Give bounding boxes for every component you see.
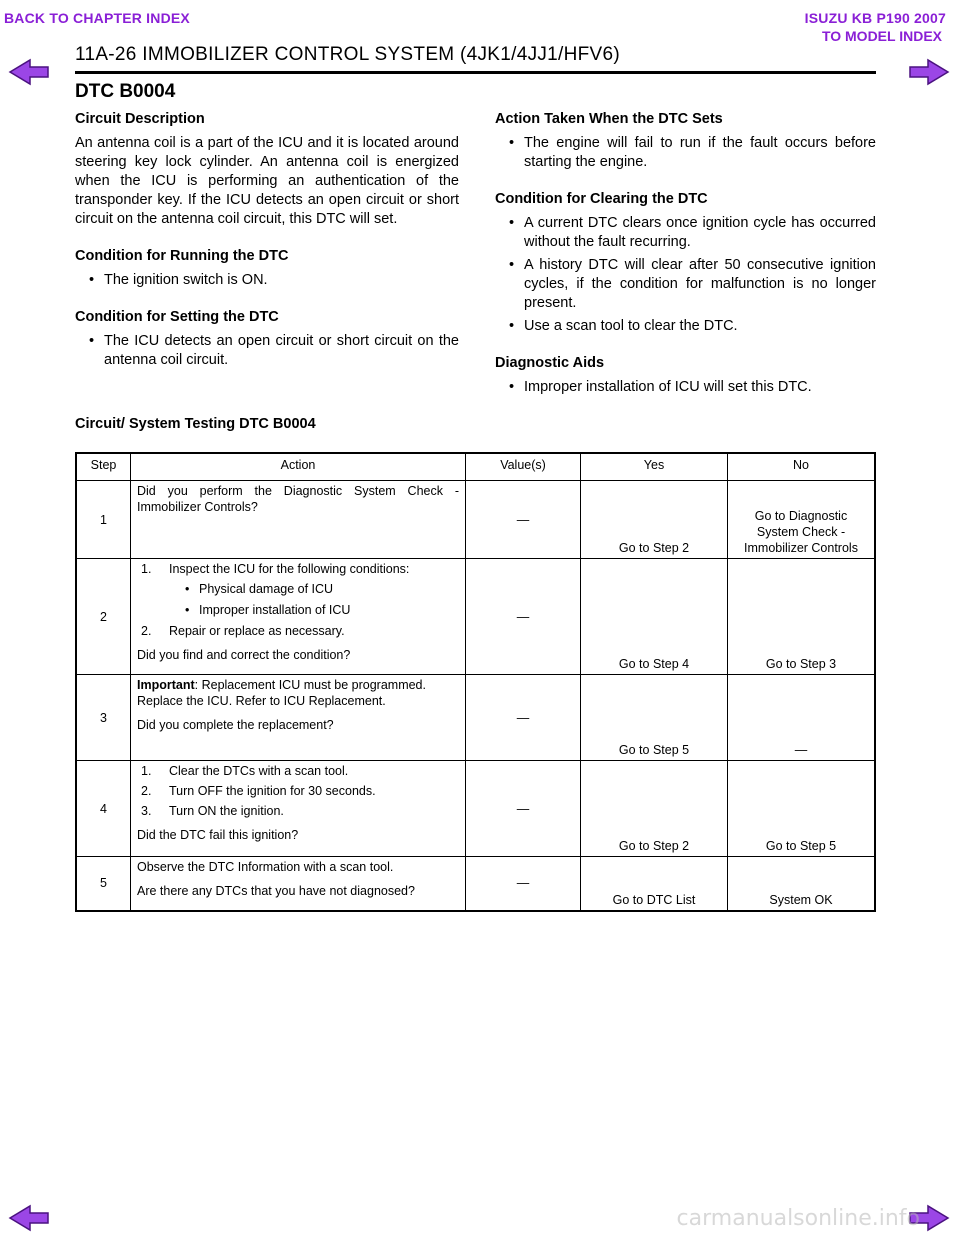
action-step: 2. Repair or replace as necessary. xyxy=(141,624,345,638)
action-question: Did you find and correct the condition? xyxy=(137,648,351,662)
running-condition-heading: Condition for Running the DTC xyxy=(75,248,289,264)
dtc-title: DTC B0004 xyxy=(75,81,176,102)
action-cell xyxy=(131,559,466,675)
value-cell: — xyxy=(466,857,581,911)
table-row xyxy=(76,761,875,857)
value-cell: — xyxy=(466,481,581,559)
watermark: carmanualsonline.info xyxy=(676,1206,920,1231)
action-step: 1. Inspect the ICU for the following conditions: xyxy=(141,562,410,576)
action-step: 3. Turn ON the ignition. xyxy=(141,804,284,818)
diagnostic-table xyxy=(75,452,876,912)
condition-bullet: • Physical damage of ICU xyxy=(137,581,459,597)
previous-page-arrow-icon[interactable] xyxy=(8,58,50,86)
diagnostic-aids-heading: Diagnostic Aids xyxy=(495,355,605,371)
step-number: 3 xyxy=(76,675,131,761)
list-item: • The ICU detects an open circuit or short circuit on the antenna coil circuit. xyxy=(75,332,459,370)
list-item: • Use a scan tool to clear the DTC. xyxy=(495,317,876,336)
list-item: • The ignition switch is ON. xyxy=(75,271,459,290)
left-column xyxy=(75,110,459,388)
table-row xyxy=(76,857,875,911)
list-item: • A current DTC clears once ignition cycle has occurred without the fault recurring. xyxy=(495,214,876,252)
yes-cell: Go to DTC List xyxy=(581,857,728,911)
table-row xyxy=(76,481,875,559)
clearing-condition-heading: Condition for Clearing the DTC xyxy=(495,191,708,207)
action-text: Did you perform the Diagnostic System Check - Immobilizer Controls? xyxy=(137,484,459,514)
important-label: Important xyxy=(137,678,195,692)
action-taken-heading: Action Taken When the DTC Sets xyxy=(495,111,723,127)
column-header-no: No xyxy=(728,453,876,481)
action-text: Replace the ICU. Refer to ICU Replacement. xyxy=(137,694,386,708)
step-number: 1 xyxy=(76,481,131,559)
column-header-step: Step xyxy=(76,453,131,481)
back-to-chapter-index-link[interactable]: BACK TO CHAPTER INDEX xyxy=(4,10,190,26)
model-title-link[interactable]: ISUZU KB P190 2007 xyxy=(804,10,946,26)
action-cell xyxy=(131,857,466,911)
condition-bullet: • Improper installation of ICU xyxy=(137,602,459,618)
value-cell: — xyxy=(466,675,581,761)
no-cell: Go to Step 5 xyxy=(728,761,876,857)
list-item: • The engine will fail to run if the fault occurs before starting the engine. xyxy=(495,134,876,172)
step-number: 2 xyxy=(76,559,131,675)
action-taken-list xyxy=(495,134,876,172)
circuit-testing-heading: Circuit/ System Testing DTC B0004 xyxy=(75,416,316,432)
value-cell: — xyxy=(466,761,581,857)
setting-condition-list xyxy=(75,332,459,370)
column-header-values: Value(s) xyxy=(466,453,581,481)
table-row xyxy=(76,675,875,761)
column-header-action: Action xyxy=(131,453,466,481)
action-cell xyxy=(131,675,466,761)
setting-condition-heading: Condition for Setting the DTC xyxy=(75,309,279,325)
action-step: 2. Turn OFF the ignition for 30 seconds. xyxy=(141,784,376,798)
action-text: Observe the DTC Information with a scan tool. xyxy=(137,860,394,874)
action-step: 1. Clear the DTCs with a scan tool. xyxy=(141,764,349,778)
step-number: 4 xyxy=(76,761,131,857)
yes-cell: Go to Step 2 xyxy=(581,481,728,559)
column-header-yes: Yes xyxy=(581,453,728,481)
page-header: 11A-26 IMMOBILIZER CONTROL SYSTEM (4JK1/4JJ1/HFV6) xyxy=(75,44,621,65)
next-page-arrow-icon[interactable] xyxy=(908,58,950,86)
important-text: : Replacement ICU must be programmed. xyxy=(194,678,426,692)
action-cell xyxy=(131,761,466,857)
yes-cell: Go to Step 2 xyxy=(581,761,728,857)
running-condition-list xyxy=(75,271,459,290)
action-cell xyxy=(131,481,466,559)
action-question: Did the DTC fail this ignition? xyxy=(137,828,299,842)
previous-page-bottom-arrow-icon[interactable] xyxy=(8,1204,50,1232)
table-row xyxy=(76,559,875,675)
diagnostic-aids-list xyxy=(495,378,876,397)
yes-cell: Go to Step 5 xyxy=(581,675,728,761)
step-number: 5 xyxy=(76,857,131,911)
no-cell: Go to Step 3 xyxy=(728,559,876,675)
yes-cell: Go to Step 4 xyxy=(581,559,728,675)
right-column xyxy=(495,110,876,415)
circuit-description-text: An antenna coil is a part of the ICU and it is located around steering key lock cylinder. An antenna coil is energized when the ICU is performing an authentication of the transponder key. If the ICU detects an open circuit or short circuit on the antenna coil circuit, this DTC will set. xyxy=(75,135,459,227)
clearing-condition-list xyxy=(495,214,876,336)
important-note xyxy=(137,677,459,693)
action-question: Did you complete the replacement? xyxy=(137,718,334,732)
to-model-index-link[interactable]: TO MODEL INDEX xyxy=(821,28,942,44)
action-question: Are there any DTCs that you have not diagnosed? xyxy=(137,884,415,898)
no-cell: — xyxy=(728,675,876,761)
list-item: • Improper installation of ICU will set this DTC. xyxy=(495,378,876,397)
value-cell: — xyxy=(466,559,581,675)
no-cell: Go to Diagnostic System Check - Immobilizer Controls xyxy=(728,481,876,559)
list-item: • A history DTC will clear after 50 consecutive ignition cycles, if the condition for malfunction is no longer present. xyxy=(495,256,876,313)
table-header-row xyxy=(76,453,875,481)
no-cell: System OK xyxy=(728,857,876,911)
header-divider xyxy=(75,71,876,74)
circuit-description-heading: Circuit Description xyxy=(75,111,205,127)
